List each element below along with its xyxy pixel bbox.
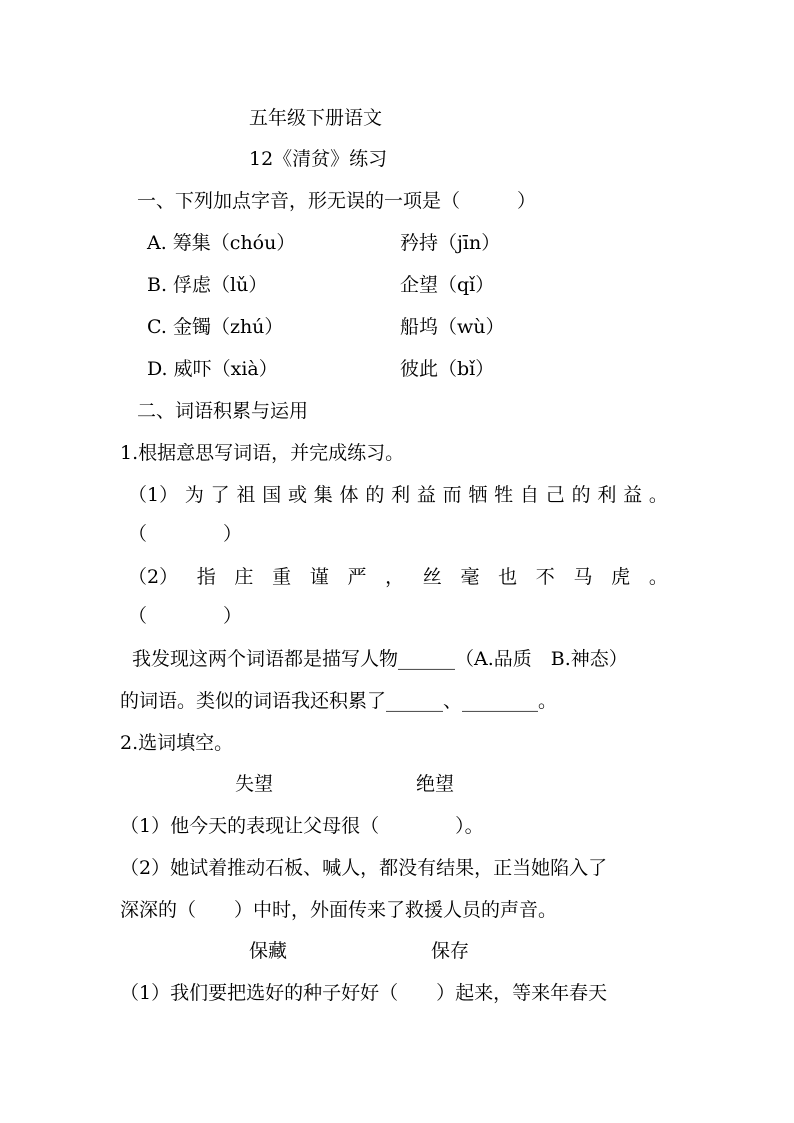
section2-heading: 二、词语积累与运用 [137,400,309,422]
q1-item2-char: 重 [272,566,292,588]
option-a-right: 矜持（jīn） [400,232,501,254]
q1-title: 1.根据意思写词语，并完成练习。 [120,442,405,464]
option-c-right: 船坞（wù） [400,316,505,338]
q2-word-option: 保藏 [249,940,288,962]
worksheet-subtitle: 12《清贫》练习 [249,148,388,170]
q1-item1-char: 。 [648,484,668,506]
q1-item2-number: （2） [128,566,179,588]
q1-item1-char: 利 [597,484,617,506]
q1-item1-char: 牺 [468,484,488,506]
q1-item1-char: 体 [339,484,359,506]
option-d-left: D. 威吓（xià） [147,358,278,380]
q1-item1-char: 的 [571,484,591,506]
q1-item2-char: 毫 [460,566,480,588]
q2-pair1-item2-line1: （2）她试着推动石板、喊人，都没有结果，正当她陷入了 [120,857,608,879]
q2-pair2-item1: （1）我们要把选好的种子好好（ ）起来，等来年春天 [120,982,608,1004]
q1-note-line2: 的词语。类似的词语我还积累了______、________。 [120,690,558,712]
q2-word-option: 失望 [235,773,274,795]
q1-item1-answer-blank[interactable]: （ ） [128,523,243,545]
q1-item2-char: 虎 [611,566,631,588]
q1-item1-char: 或 [287,484,307,506]
worksheet-title: 五年级下册语文 [249,107,383,129]
q2-pair1-item2-line2: 深深的（ ）中时，外面传来了救援人员的声音。 [120,899,558,921]
q1-item2-char: 。 [648,566,668,588]
q1-item1-char: 的 [365,484,385,506]
q1-note-line1: 我发现这两个词语都是描写人物______（A.品质 B.神态） [132,648,628,670]
q1-item1-number: （1） [128,484,179,506]
q1-item1-char: 益 [416,484,436,506]
section1-heading: 一、下列加点字音，形无误的一项是（ ） [137,190,537,212]
q1-item1-char: 而 [442,484,462,506]
q1-item1-char: 了 [210,484,230,506]
q1-item1-char: 自 [520,484,540,506]
option-b-right: 企望（qǐ） [400,274,495,296]
q1-item2-char: 庄 [234,566,254,588]
q1-item2-char: 严 [347,566,367,588]
q1-item1-char: 祖 [236,484,256,506]
q2-pair1-item1: （1）他今天的表现让父母很（ ）。 [120,815,484,837]
q1-item1-char: 己 [545,484,565,506]
q1-item2-char: 谨 [309,566,329,588]
q1-item2-char: 马 [573,566,593,588]
q1-item1-char: 益 [623,484,643,506]
q1-item2-line [128,565,668,589]
q1-item2-char: 丝 [422,566,442,588]
option-d-right: 彼此（bǐ） [400,358,495,380]
q1-item2-char: 不 [535,566,555,588]
q1-item2-char: 指 [196,566,216,588]
option-a-left: A. 筹集（chóu） [147,232,296,254]
q1-item1-char: 利 [391,484,411,506]
q1-item1-char: 集 [313,484,333,506]
q1-item1-char: 为 [184,484,204,506]
q1-item2-char: 也 [498,566,518,588]
option-c-left: C. 金镯（zhú） [147,316,284,338]
q1-item1-line [128,483,668,507]
q2-word-option: 绝望 [416,773,455,795]
q1-item1-char: 国 [262,484,282,506]
option-b-left: B. 俘虑（lǔ） [147,274,268,296]
q1-item2-answer-blank[interactable]: （ ） [128,605,243,627]
q1-item2-char: ， [385,566,405,588]
q1-item1-char: 牲 [494,484,514,506]
q2-word-option: 保存 [431,940,470,962]
q2-title: 2.选词填空。 [120,732,234,754]
